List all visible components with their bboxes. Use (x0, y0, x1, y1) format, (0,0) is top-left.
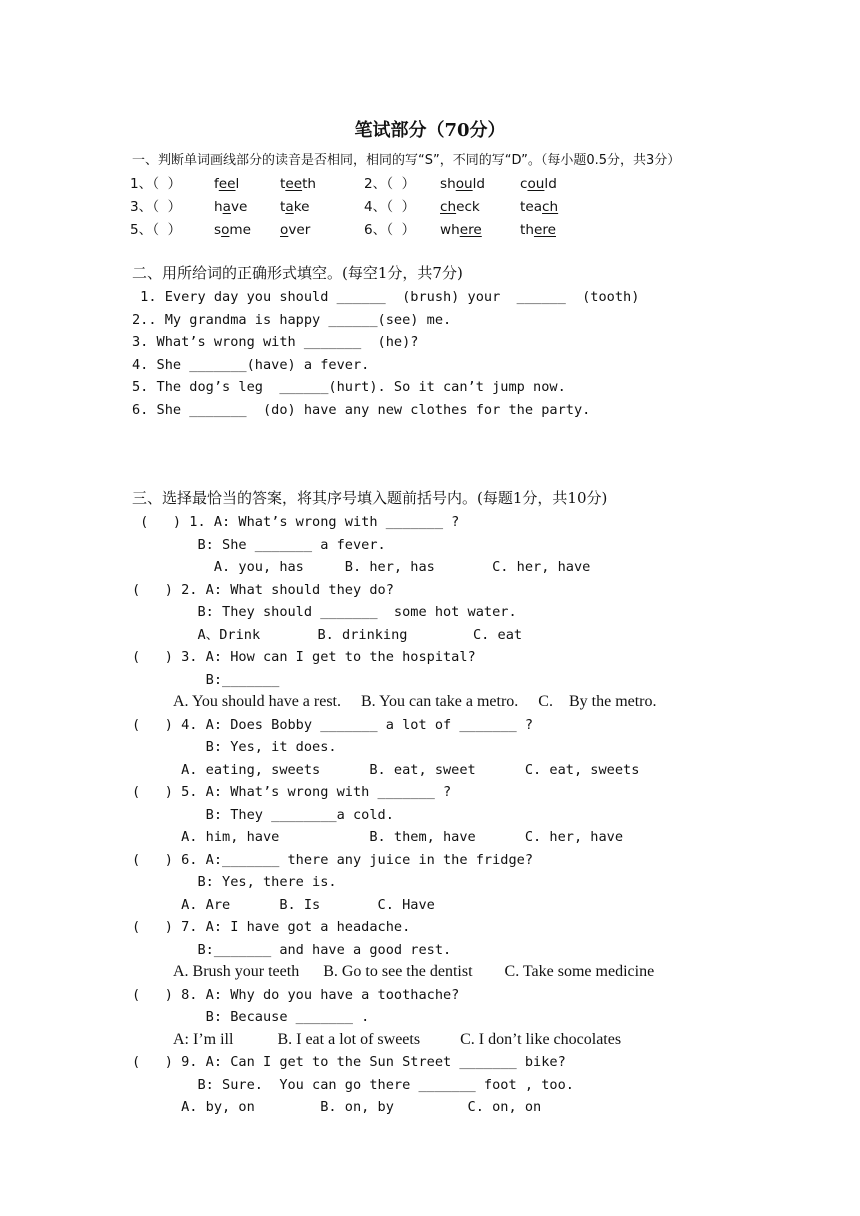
choice-question-line: A. eating, sweets B. eat, sweet C. eat, sweets (132, 761, 640, 778)
choice-question-line: A. him, have B. them, have C. her, have (132, 829, 624, 845)
underlined-letters: ere (533, 222, 556, 238)
underlined-letters: ou (455, 176, 473, 192)
underlined-letters: a (285, 199, 294, 215)
choice-question-line: B: Because _______ . (132, 1009, 370, 1025)
underlined-letters: ee (218, 176, 236, 192)
item-number: 6、（ ） (364, 222, 416, 238)
word: have (214, 199, 248, 215)
section2-heading: 二、用所给词的正确形式填空。(每空1分，共7分) (132, 264, 463, 282)
fill-blank-question: 4. She _______(have) a fever. (132, 357, 370, 373)
choice-question-line: B: They ________a cold. (132, 806, 394, 823)
underlined-letters: ere (459, 222, 482, 238)
underlined-letters: ch (542, 199, 559, 215)
choice-question-line: A. Brush your teeth B. Go to see the dentist C. Take some medicine (173, 963, 655, 980)
fill-blank-question: 6. She _______ (do) have any new clothes for the party. (132, 402, 591, 418)
word: feel (214, 176, 240, 192)
choice-question-line: ( ) 8. A: Why do you have a toothache? (132, 986, 460, 1003)
choice-question-line: ( ) 5. A: What’s wrong with _______ ? (132, 784, 452, 800)
choice-question-line: A. You should have a rest. B. You can take a metro. C. By the metro. (173, 693, 657, 710)
choice-question-line: ( ) 9. A: Can I get to the Sun Street _______ bike? (132, 1054, 566, 1070)
choice-question-line: B: Yes, it does. (132, 739, 337, 755)
underlined-letters: o (221, 222, 230, 238)
word: where (440, 222, 482, 238)
item-number: 2、（ ） (364, 176, 416, 192)
underlined-letters: a (222, 199, 231, 215)
choice-question-line: ( ) 4. A: Does Bobby _______ a lot of _______ ? (132, 716, 534, 733)
section1-heading: 一、判断单词画线部分的读音是否相同，相同的写“S”，不同的写“D”。（每小题0.5分，共3分） (132, 153, 681, 168)
choice-question-line: B: Yes, there is. (132, 874, 337, 890)
fill-blank-question: 5. The dog’s leg ______(hurt). So it can’t jump now. (132, 379, 566, 395)
underlined-letters: ou (527, 176, 545, 192)
choice-question-line: ( ) 7. A: I have got a headache. (132, 919, 411, 935)
choice-question-line: B: She _______ a fever. (132, 536, 386, 553)
choice-question-line: B:_______ and have a good rest. (132, 941, 452, 958)
choice-question-line: A. you, has B. her, has C. her, have (132, 559, 591, 575)
underlined-letters: ch (440, 199, 457, 215)
choice-question-line: A. Are B. Is C. Have (132, 896, 435, 913)
word: some (214, 222, 252, 238)
choice-question-line: B:_______ (132, 671, 280, 688)
choice-question-line: B: Sure. You can go there _______ foot , too. (132, 1076, 574, 1093)
item-number: 4、（ ） (364, 199, 416, 215)
choice-question-line: A. by, on B. on, by C. on, on (132, 1099, 542, 1115)
word: check (440, 199, 480, 215)
word: could (520, 176, 557, 192)
word: should (440, 176, 486, 192)
fill-blank-question: 3. What’s wrong with _______ (he)? (132, 334, 419, 350)
section3-heading: 三、选择最恰当的答案，将其序号填入题前括号内。(每题1分，共10分) (132, 489, 608, 507)
word: teeth (280, 176, 317, 192)
item-number: 3、（ ） (130, 199, 182, 215)
word: there (520, 222, 556, 238)
word: take (280, 199, 310, 215)
underlined-letters: o (280, 222, 289, 238)
choice-question-line: ( ) 6. A:_______ there any juice in the fridge? (132, 851, 534, 868)
word: teach (520, 199, 559, 215)
fill-blank-question: 2.. My grandma is happy ______(see) me. (132, 312, 452, 328)
choice-question-line: ( ) 2. A: What should they do? (132, 581, 394, 598)
choice-question-line: B: They should _______ some hot water. (132, 604, 517, 620)
underlined-letters: ee (285, 176, 303, 192)
choice-question-line: ( ) 3. A: How can I get to the hospital? (132, 649, 476, 665)
choice-question-line: ( ) 1. A: What’s wrong with _______ ? (132, 514, 460, 530)
fill-blank-question: 1. Every day you should ______ (brush) your ______ (tooth) (132, 289, 640, 305)
page-title: 笔试部分（70分） (354, 120, 506, 141)
item-number: 5、（ ） (130, 222, 182, 238)
word: over (280, 222, 311, 238)
choice-question-line: A: I’m ill B. I eat a lot of sweets C. I don’t like chocolates (173, 1030, 622, 1048)
choice-question-line: A、Drink B. drinking C. eat (132, 626, 523, 643)
item-number: 1、（ ） (130, 176, 182, 192)
